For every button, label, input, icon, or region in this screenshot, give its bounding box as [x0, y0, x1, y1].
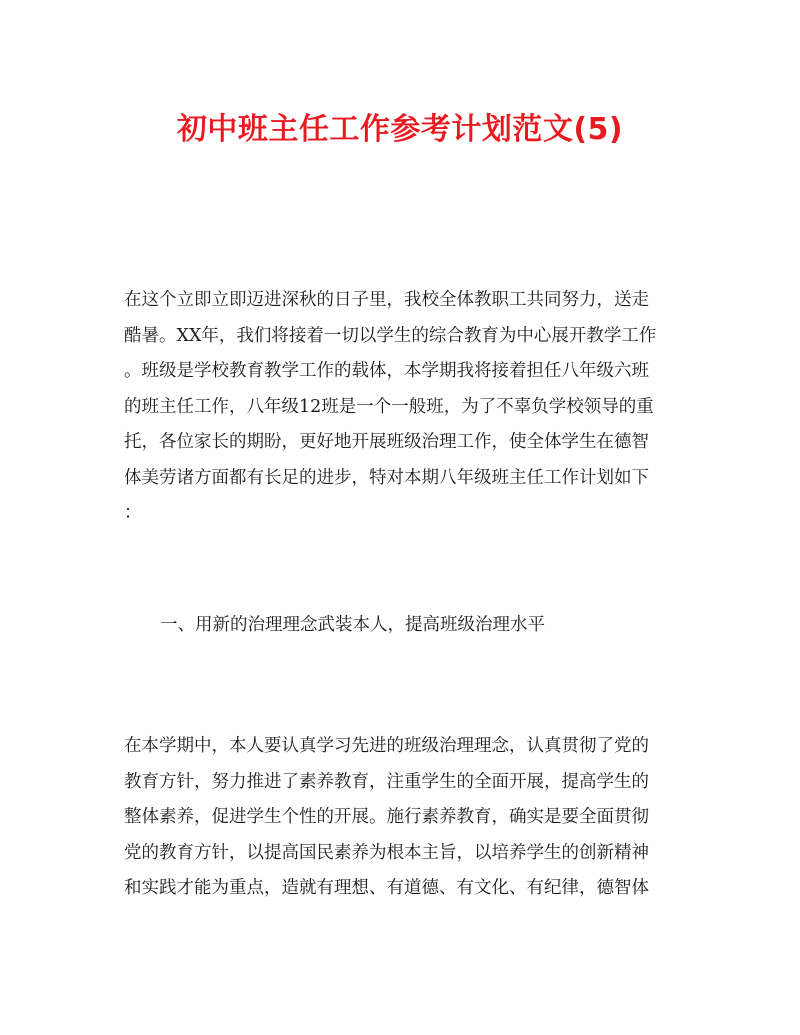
text-line: 。班级是学校教育教学工作的载体，本学期我将接着担任八年级六班 — [124, 361, 649, 381]
text-line: 在这个立即立即迈进深秋的日子里，我校全体教职工共同努力，送走 — [124, 290, 649, 310]
text-line: 在本学期中，本人要认真学习先进的班级治理理念，认真贯彻了党的 — [124, 736, 649, 756]
text-line: 的班主任工作，八年级12班是一个一般班，为了不辜负学校领导的重 — [124, 396, 654, 417]
intro-paragraph — [124, 283, 680, 532]
section-paragraph — [124, 729, 680, 907]
text-line: 整体素养，促进学生个性的开展。施行素养教育，确实是要全面贯彻 — [124, 807, 649, 827]
section-heading: 一、用新的治理理念武装本人，提高班级治理水平 — [160, 615, 545, 635]
text-line: ： — [124, 503, 142, 523]
document-title: 初中班主任工作参考计划范文(5) — [176, 112, 624, 147]
text-line: 酷暑。XX年，我们将接着一切以学生的综合教育为中心展开教学工作 — [124, 325, 657, 346]
text-line: 托，各位家长的期盼，更好地开展班级治理工作，使全体学生在德智 — [124, 432, 649, 452]
text-line: 和实践才能为重点，造就有理想、有道德、有文化、有纪律，德智体 — [124, 878, 649, 898]
text-line: 党的教育方针，以提高国民素养为根本主旨，以培养学生的创新精神 — [124, 842, 649, 863]
text-line: 教育方针，努力推进了素养教育，注重学生的全面开展，提高学生的 — [124, 771, 649, 792]
text-line: 体美劳诸方面都有长足的进步，特对本期八年级班主任工作计划如下 — [124, 467, 649, 488]
